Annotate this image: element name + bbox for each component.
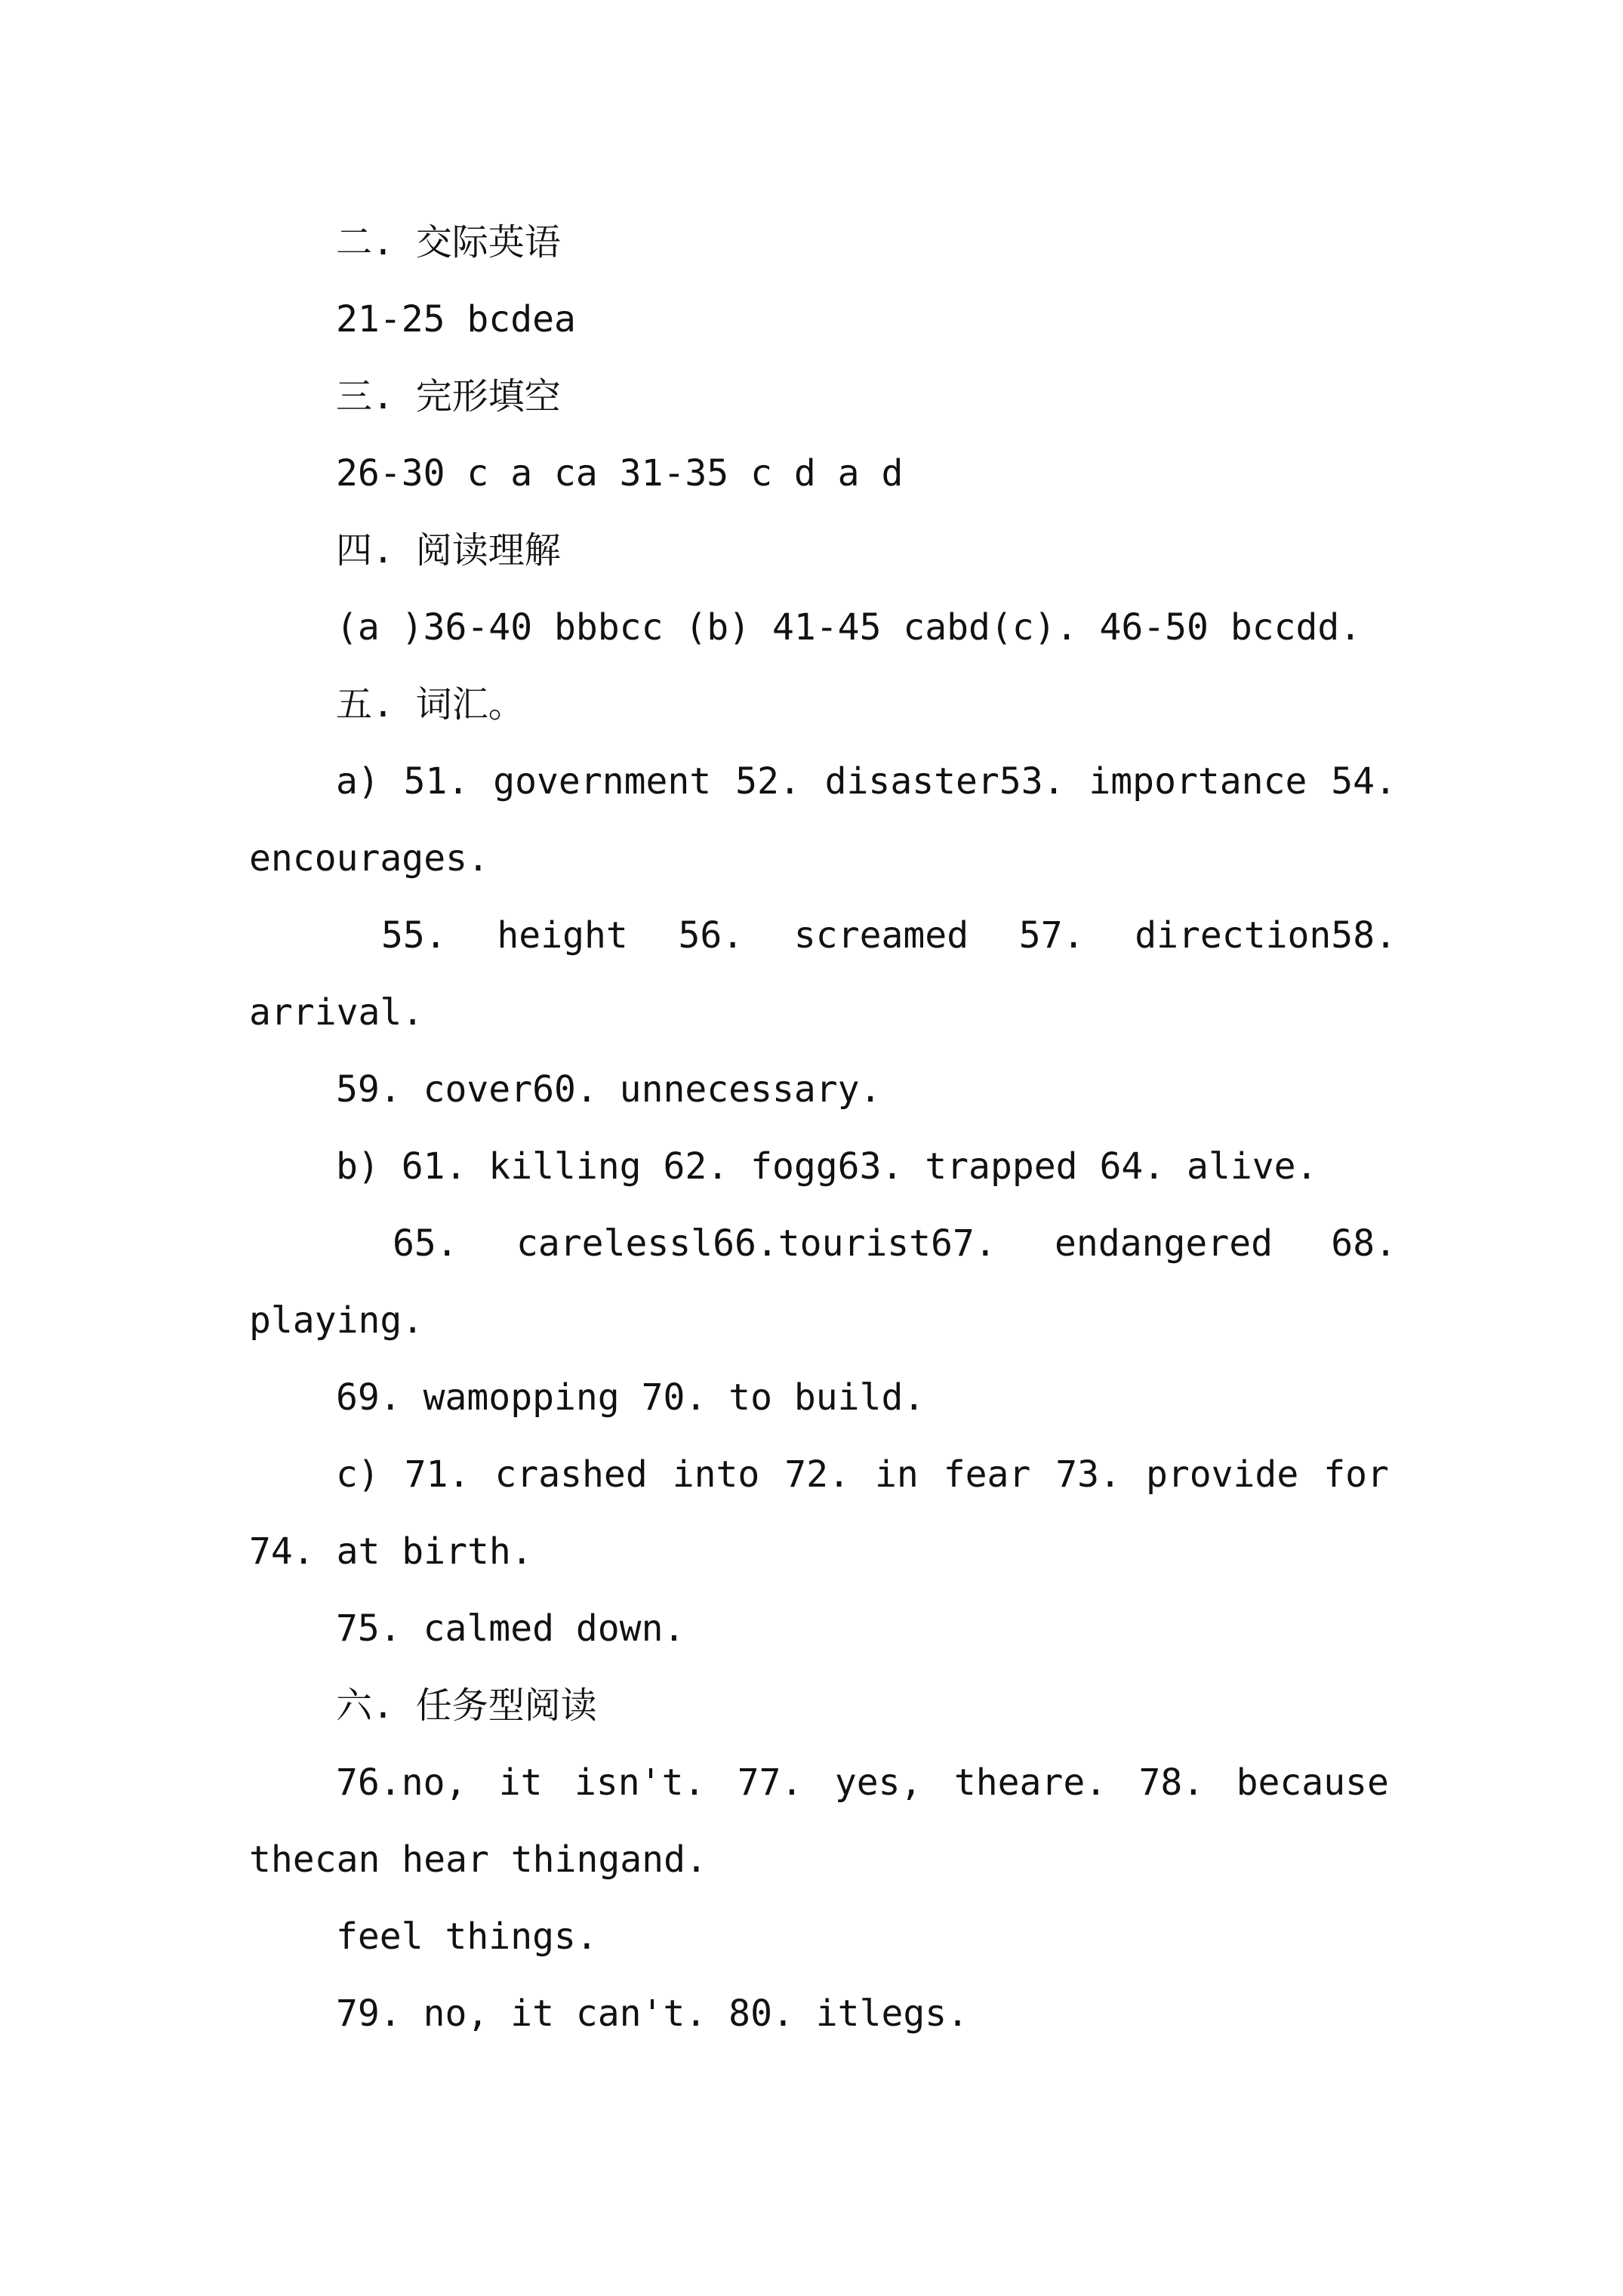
text-fragment: disaster53. [824, 760, 1065, 803]
text-fragment: a) [336, 760, 380, 803]
section-2-heading: 二. 交际英语 [336, 221, 561, 264]
vocab-b-line-1: b) 61. killing 62. fogg63. trapped 64. alive. [336, 1145, 1318, 1188]
vocab-a-line-2: encourages. [249, 837, 489, 880]
section-4-answers: (a )36-40 bbbcc (b) 41-45 cabd(c). 46-50 bccdd. [336, 606, 1362, 649]
text-fragment: endangered [1055, 1222, 1273, 1265]
text-fragment: for [1323, 1453, 1389, 1496]
text-fragment: 78. [1138, 1761, 1205, 1804]
text-fragment: because [1236, 1761, 1389, 1804]
text-fragment: carelessl66.tourist67. [516, 1222, 996, 1265]
text-fragment: yes, [834, 1761, 922, 1804]
text-fragment: 65. [393, 1222, 458, 1265]
text-fragment: c) [336, 1453, 380, 1496]
text-fragment: importance [1089, 760, 1307, 803]
vocab-c-line-2: 74. at birth. [249, 1530, 533, 1573]
text-fragment: provide [1145, 1453, 1299, 1496]
vocab-c-line-1 [336, 1436, 1389, 1513]
task-reading-line-3: feel things. [336, 1915, 598, 1958]
section-3-heading: 三. 完形填空 [336, 375, 561, 418]
text-fragment: crashed [494, 1453, 648, 1496]
text-fragment: it [498, 1761, 543, 1804]
section-6-heading: 六. 任务型阅读 [336, 1684, 597, 1727]
text-fragment: 77. [737, 1761, 803, 1804]
vocab-b-line-2 [393, 1205, 1397, 1282]
task-reading-line-1 [336, 1744, 1389, 1821]
text-fragment: 55. [381, 914, 447, 957]
section-5-heading: 五. 词汇。 [336, 683, 525, 726]
vocab-a-line-5: 59. cover60. unnecessary. [336, 1068, 882, 1111]
task-reading-line-2: thecan hear thingand. [249, 1838, 707, 1881]
text-fragment: 73. [1055, 1453, 1121, 1496]
text-fragment: direction58. [1135, 914, 1397, 957]
text-fragment: in [874, 1453, 919, 1496]
text-fragment: 71. [404, 1453, 470, 1496]
text-fragment: theare. [953, 1761, 1107, 1804]
text-fragment: fear [943, 1453, 1031, 1496]
text-fragment: 54. [1331, 760, 1397, 803]
vocab-a-line-4: arrival. [249, 991, 424, 1034]
text-fragment: government [493, 760, 712, 803]
text-fragment: into [672, 1453, 760, 1496]
vocab-b-line-3: playing. [249, 1299, 424, 1342]
section-2-answers: 21-25 bcdea [336, 298, 576, 341]
text-fragment: 76.no, [336, 1761, 467, 1804]
section-4-heading: 四. 阅读理解 [336, 529, 561, 572]
text-fragment: 57. [1018, 914, 1085, 957]
text-fragment: height [497, 914, 628, 957]
text-fragment: 51. [403, 760, 470, 803]
text-fragment: 68. [1331, 1222, 1397, 1265]
text-fragment: screamed [793, 914, 969, 957]
text-fragment: 52. [735, 760, 801, 803]
text-fragment: 72. [784, 1453, 850, 1496]
vocab-c-line-3: 75. calmed down. [336, 1607, 685, 1650]
vocab-a-line-1 [336, 743, 1397, 820]
vocab-a-line-3 [381, 897, 1397, 974]
text-fragment: isn't. [574, 1761, 706, 1804]
task-reading-line-4: 79. no, it can't. 80. itlegs. [336, 1992, 969, 2035]
vocab-b-line-4: 69. wamopping 70. to build. [336, 1376, 925, 1419]
section-3-answers: 26-30 c a ca 31-35 c d a d [336, 452, 904, 495]
text-fragment: 56. [678, 914, 744, 957]
